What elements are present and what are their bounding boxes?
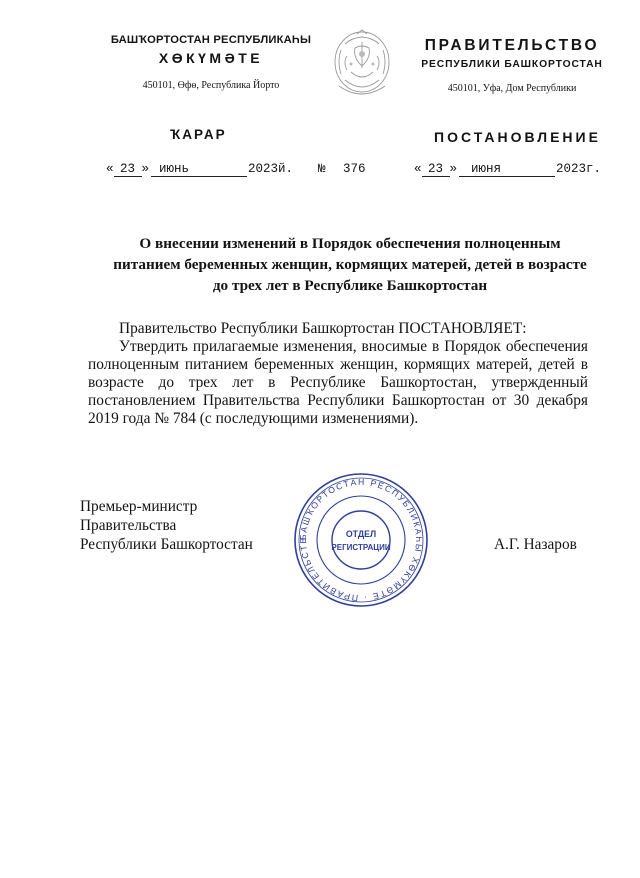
date-left-open: « bbox=[106, 162, 114, 176]
date-right bbox=[414, 162, 601, 177]
header-right-line2: РЕСПУБЛИКИ БАШКОРТОСТАН bbox=[421, 59, 603, 70]
header-left-line2: ХӨКҮМӘТЕ bbox=[158, 50, 264, 66]
registration-stamp bbox=[292, 471, 430, 609]
number-value: 376 bbox=[343, 162, 366, 176]
document-number bbox=[318, 162, 366, 176]
doc-type-right: ПОСТАНОВЛЕНИЕ bbox=[434, 129, 601, 145]
stamp-center-line1: ОТДЕЛ bbox=[345, 529, 377, 539]
header-left-line1: БАШҠОРТОСТАН РЕСПУБЛИКАҺЫ bbox=[110, 34, 312, 46]
date-right-open: « bbox=[414, 162, 422, 176]
signature-line2: Правительства bbox=[80, 517, 177, 534]
header-right-address: 450101, Уфа, Дом Республики bbox=[447, 83, 577, 94]
preamble: Правительство Республики Башкортостан ПОСТАНОВЛЯЕТ: bbox=[119, 320, 527, 337]
date-right-year: 2023г. bbox=[556, 162, 602, 176]
coat-of-arms-emblem bbox=[331, 28, 393, 100]
number-label: № bbox=[318, 162, 326, 176]
date-left bbox=[106, 162, 293, 177]
date-left-year: 2023й. bbox=[248, 162, 294, 176]
date-left-day: 23 bbox=[114, 163, 142, 177]
date-left-month: июнь bbox=[151, 163, 247, 177]
signatory-name: А.Г. Назаров bbox=[494, 536, 577, 553]
body-paragraph: Утвердить прилагаемые изменения, вносимые в Порядок обеспечения полноценным питанием беременных женщин, кормящих матерей, детей в возрасте до трех лет в Республике Башкортостан, утвержденный постановлением Правительства Республики Башкортостан от 30 декабря 2019 года № 784 (с последующими изменениями). bbox=[88, 338, 588, 427]
signature-line3: Республики Башкортостан bbox=[80, 536, 253, 553]
stamp-center-line2: РЕГИСТРАЦИИ bbox=[331, 543, 391, 552]
doc-type-left: ҠАРАР bbox=[170, 127, 227, 142]
signature-line1: Премьер-министр bbox=[80, 498, 198, 515]
signature-position bbox=[80, 497, 253, 554]
header-left-address: 450101, Өфө, Республика Йорто bbox=[142, 80, 280, 91]
stamp-outer-text: БАШҠОРТОСТАН РЕСПУБЛИКАҺЫ ХӨКҮМӘТЕ · ПРАВИТЕЛЬСТВ bbox=[297, 476, 425, 604]
header-right-line1: ПРАВИТЕЛЬСТВО bbox=[424, 37, 600, 54]
date-right-day: 23 bbox=[422, 163, 450, 177]
date-left-close: » bbox=[141, 162, 150, 176]
document-title: О внесении изменений в Порядок обеспечения полноценным питанием беременных женщин, кормящих матерей, детей в возрасте до трех лет в Республике Башкортостан bbox=[113, 235, 587, 294]
date-right-close: » bbox=[449, 162, 458, 176]
date-right-month: июня bbox=[459, 163, 555, 177]
